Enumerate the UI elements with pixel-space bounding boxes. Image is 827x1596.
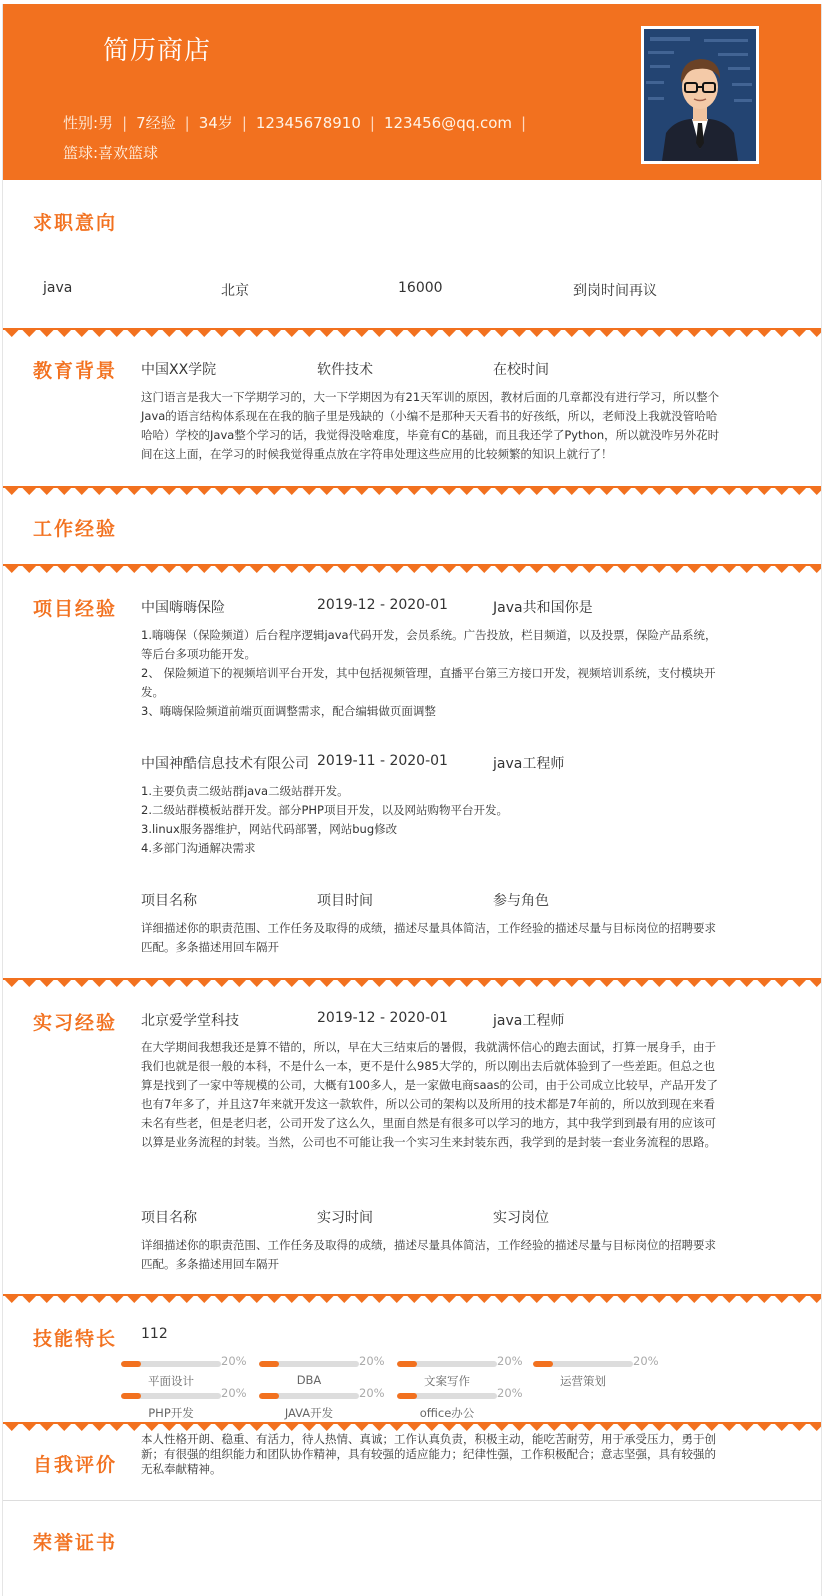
project-row xyxy=(141,753,564,773)
separator: | xyxy=(369,113,375,132)
skill-label: 平面设计 xyxy=(148,1374,194,1388)
skill-percent: 20% xyxy=(633,1354,659,1368)
education-row xyxy=(141,359,549,379)
project-role: Java共和国你是 xyxy=(493,600,593,616)
zigzag-divider xyxy=(3,1422,822,1432)
project-company: 中国嗨嗨保险 xyxy=(141,600,225,616)
skill-item xyxy=(121,1388,251,1422)
phone: 12345678910 xyxy=(255,113,361,132)
intent-city: 北京 xyxy=(221,283,249,299)
skill-percent: 20% xyxy=(497,1386,523,1400)
skill-bar xyxy=(397,1361,497,1367)
skill-percent: 20% xyxy=(497,1354,523,1368)
skill-bar-fill xyxy=(121,1393,141,1399)
internship-row xyxy=(141,1010,564,1030)
section-title-intent: 求职意向 xyxy=(33,212,118,234)
skills-note: 112 xyxy=(141,1326,168,1342)
edu-description: 这门语言是我大一下学期学习的，大一下学期因为有21天军训的原因，教材后面的几章都没有进行学习，所以整个Java的语言结构体系现在在我的脑子里是残缺的（小编不是那种天天看书的好孩纸，所以，老师没上我就没管哈哈哈哈）学校的Java整个学习的话，我觉得没啥难度，毕竟有C的基础，而且我还学了Python，所以就没咋另外花时间在这上面，在学习的时候我觉得重点放在字符串处理这些应用的比较频繁的知识上就行了！ xyxy=(141,390,720,461)
intent-salary: 16000 xyxy=(398,280,443,296)
experience: 7经验 xyxy=(136,114,176,132)
project-line: 3.linux服务器维护，网站代码部署，网站bug修改 xyxy=(141,822,398,836)
project-role: 参与角色 xyxy=(493,893,549,909)
avatar-illustration xyxy=(644,29,756,161)
skill-bar-fill xyxy=(259,1361,279,1367)
skill-bar-fill xyxy=(533,1361,553,1367)
skill-bar xyxy=(121,1393,221,1399)
skill-item xyxy=(533,1356,663,1390)
skill-label: PHP开发 xyxy=(148,1406,194,1420)
profile-photo xyxy=(641,26,759,164)
skill-bar-fill xyxy=(397,1361,417,1367)
project-time: 2019-12 - 2020-01 xyxy=(317,597,448,613)
candidate-name: 简历商店 xyxy=(103,36,212,66)
section-title-education: 教育背景 xyxy=(33,360,118,382)
project-row xyxy=(141,890,549,910)
edu-major: 软件技术 xyxy=(317,362,373,378)
skill-bar xyxy=(533,1361,633,1367)
project-line: 4.多部门沟通解决需求 xyxy=(141,841,256,855)
hobby: 篮球:喜欢篮球 xyxy=(63,144,159,162)
basic-info xyxy=(63,112,535,133)
intern-role: 实习岗位 xyxy=(493,1210,549,1226)
project-line: 1.嗨嗨保（保险频道）后台程序逻辑java代码开发，会员系统。广告投放，栏目频道，以及投票，保险产品系统，等后台多项功能开发。 xyxy=(141,628,717,661)
skill-percent: 20% xyxy=(221,1386,247,1400)
skill-label: 文案写作 xyxy=(424,1374,470,1388)
skill-percent: 20% xyxy=(221,1354,247,1368)
project-description xyxy=(141,782,723,858)
separator: | xyxy=(184,113,190,132)
self-eval-description: 本人性格开朗、稳重、有活力，待人热情、真诚；工作认真负责，积极主动，能吃苦耐劳，用于承受压力，勇于创新；有很强的组织能力和团队协作精神，具有较强的适应能力；纪律性强，工作积极配合；意志坚强，具有较强的无私奉献精神。 xyxy=(141,1432,716,1476)
skill-bar xyxy=(259,1361,359,1367)
section-title-honors: 荣誉证书 xyxy=(33,1532,118,1554)
intern-time: 实习时间 xyxy=(317,1210,373,1226)
skill-bar-fill xyxy=(397,1393,417,1399)
age: 34岁 xyxy=(198,114,233,132)
gender: 性别:男 xyxy=(63,114,114,132)
skill-label: office办公 xyxy=(419,1406,475,1420)
skill-bar xyxy=(259,1393,359,1399)
skill-item xyxy=(259,1388,389,1422)
zigzag-divider xyxy=(3,978,822,988)
project-time: 2019-11 - 2020-01 xyxy=(317,753,448,769)
skill-percent: 20% xyxy=(359,1354,385,1368)
separator: | xyxy=(241,113,247,132)
resume-page xyxy=(2,4,822,1596)
section-title-projects: 项目经验 xyxy=(33,598,118,620)
intern-company: 项目名称 xyxy=(141,1210,197,1226)
resume-header xyxy=(3,4,822,180)
edu-time: 在校时间 xyxy=(493,362,549,378)
project-company: 项目名称 xyxy=(141,893,197,909)
intent-arrival: 到岗时间再议 xyxy=(573,283,657,299)
skill-bar xyxy=(121,1361,221,1367)
separator: | xyxy=(122,113,128,132)
section-title-skills: 技能特长 xyxy=(33,1328,118,1350)
intern-description: 详细描述你的职责范围、工作任务及取得的成绩，描述尽量具体简洁，工作经验的描述尽量与目标岗位的招聘要求匹配。多条描述用回车隔开 xyxy=(141,1238,716,1271)
zigzag-divider xyxy=(3,564,822,574)
skill-label: DBA xyxy=(296,1373,322,1387)
zigzag-divider xyxy=(3,328,822,338)
skill-bar-fill xyxy=(259,1393,279,1399)
project-line: 1.主要负责二级站群java二级站群开发。 xyxy=(141,784,349,798)
project-description xyxy=(141,626,723,721)
skill-item xyxy=(397,1388,527,1422)
skill-bar xyxy=(397,1393,497,1399)
project-description xyxy=(141,919,723,957)
intern-time: 2019-12 - 2020-01 xyxy=(317,1010,448,1026)
project-row xyxy=(141,597,593,617)
intern-role: java工程师 xyxy=(493,1013,565,1029)
email: 123456@qq.com xyxy=(383,113,513,132)
skill-item xyxy=(121,1356,251,1390)
section-title-work: 工作经验 xyxy=(33,518,118,540)
intent-job: java xyxy=(43,280,73,296)
internship-row xyxy=(141,1207,549,1227)
skill-percent: 20% xyxy=(359,1386,385,1400)
skill-item xyxy=(259,1356,389,1390)
skill-label: JAVA开发 xyxy=(284,1406,334,1420)
skill-item xyxy=(397,1356,527,1390)
section-title-self-eval: 自我评价 xyxy=(33,1454,118,1476)
edu-school: 中国XX学院 xyxy=(141,362,217,378)
project-line: 2.二级站群模板站群开发。部分PHP项目开发，以及网站购物平台开发。 xyxy=(141,803,508,817)
separator: | xyxy=(521,113,527,132)
project-line: 2、 保险频道下的视频培训平台开发，其中包括视频管理，直播平台第三方接口开发，视频培训系统，支付模块开发。 xyxy=(141,666,716,699)
skill-label: 运营策划 xyxy=(560,1374,606,1388)
zigzag-divider xyxy=(3,1294,822,1304)
section-title-internship: 实习经验 xyxy=(33,1012,118,1034)
skill-bar-fill xyxy=(121,1361,141,1367)
project-line: 3、嗨嗨保险频道前端页面调整需求，配合编辑做页面调整 xyxy=(141,704,436,718)
project-role: java工程师 xyxy=(493,756,565,772)
intern-description: 在大学期间我想我还是算不错的，所以，早在大三结束后的暑假，我就满怀信心的跑去面试，打算一展身手，由于我们也就是很一般的本科，不是什么一本，更不是什么985大学的，所以刚出去后就体验到了一些差距。但总之也算是找到了一家中等规模的公司，大概有100多人，是一家做电商saas的公司，由于公司成立比较早，产品开发了也有7年多了，并且这7年来就开发这一款软件，所以公司的架构以及所用的技术都是7年前的，所以放到现在来看未名有些老，但是老归老，公司开发了这么久，里面自然是有很多可以学习的地方，其中我学到到最有用的应该可以算是业务流程的封装。当然，公司也不可能让我一个实习生来封装东西，我学到的是封装一套业务流程的思路。 xyxy=(141,1040,719,1149)
project-line: 详细描述你的职责范围、工作任务及取得的成绩，描述尽量具体简洁，工作经验的描述尽量与目标岗位的招聘要求匹配。多条描述用回车隔开 xyxy=(141,921,716,954)
project-company: 中国神酷信息技术有限公司 xyxy=(141,756,309,772)
project-time: 项目时间 xyxy=(317,893,373,909)
intern-company: 北京爱学堂科技 xyxy=(141,1013,239,1029)
divider-line xyxy=(3,1500,822,1501)
zigzag-divider xyxy=(3,486,822,496)
